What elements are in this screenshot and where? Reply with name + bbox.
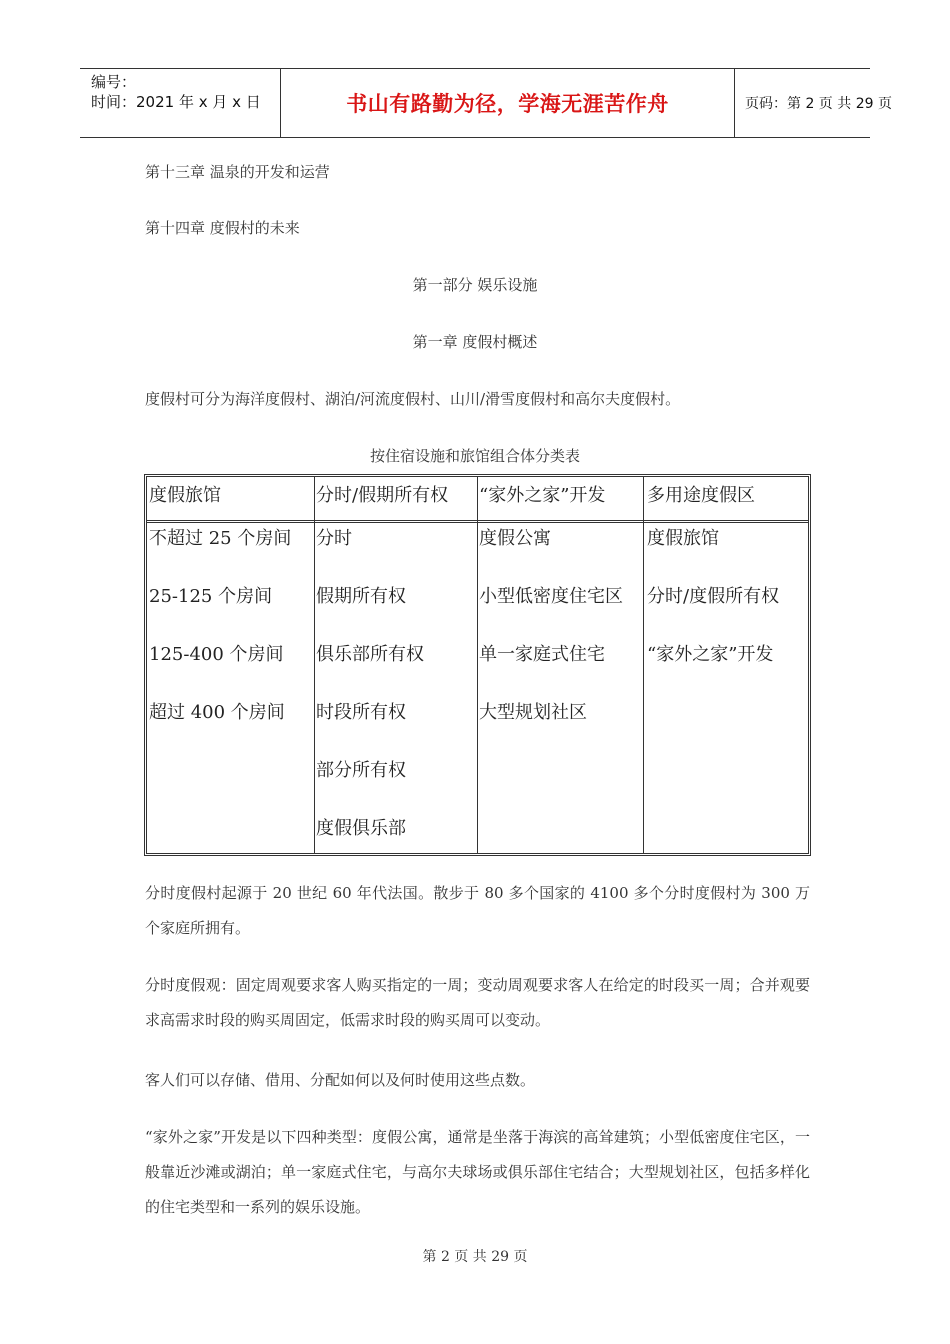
intro-paragraph: 度假村可分为海洋度假村、湖泊/河流度假村、山川/滑雪度假村和高尔夫度假村。 xyxy=(145,390,681,408)
toc-chapter-13: 第十三章 温泉的开发和运营 xyxy=(145,163,330,181)
table-header-divider xyxy=(147,520,808,523)
table-cell: 大型规划社区 xyxy=(479,702,587,723)
table-header-cell: 度假旅馆 xyxy=(149,485,221,506)
paragraph-home-away: “家外之家”开发是以下四种类型：度假公寓，通常是坐落于海滨的高耸建筑；小型低密度住宅区，一般靠近沙滩或湖泊；单一家庭式住宅，与高尔夫球场或俱乐部住宅结合；大型规划社区，包括多样化的住宅类型和一系列的娱乐设施。 xyxy=(145,1128,810,1216)
document-date: 时间：2021 年 x 月 x 日 xyxy=(91,93,261,111)
paragraph-timeshare-views: 分时度假观：固定周观要求客人购买指定的一周；变动周观要求客人在给定的时段买一周；合并观要求高需求时段的购买周固定，低需求时段的购买周可以变动。 xyxy=(145,976,810,1029)
table-cell: 25-125 个房间 xyxy=(149,586,273,607)
paragraph-timeshare-origin: 分时度假村起源于 20 世纪 60 年代法国。散步于 80 多个国家的 4100 多个分时度假村为 300 万个家庭所拥有。 xyxy=(145,884,810,937)
table-header-cell: 分时/假期所有权 xyxy=(316,485,449,506)
table-cell: 度假俱乐部 xyxy=(316,818,406,839)
table-cell: 度假公寓 xyxy=(479,528,551,549)
page-header xyxy=(80,68,892,138)
table-caption: 按住宿设施和旅馆组合体分类表 xyxy=(369,447,580,465)
table-cell: 部分所有权 xyxy=(316,760,406,781)
document-code-label: 编号： xyxy=(91,73,137,91)
table-cell: 分时 xyxy=(316,528,352,549)
table-cell: 单一家庭式住宅 xyxy=(479,644,605,665)
table-cell: 125-400 个房间 xyxy=(149,644,284,665)
table-cell: 分时/度假所有权 xyxy=(647,586,780,607)
toc-chapter-14: 第十四章 度假村的未来 xyxy=(145,219,300,237)
table-header-cell: “家外之家”开发 xyxy=(479,485,606,506)
table-cell: 度假旅馆 xyxy=(647,528,719,549)
table-cell: 不超过 25 个房间 xyxy=(149,528,292,549)
table-divider xyxy=(643,477,644,853)
header-motto-cell xyxy=(280,69,735,137)
paragraph-points: 客人们可以存储、借用、分配如何以及何时使用这些点数。 xyxy=(145,1071,536,1089)
table-cell: 俱乐部所有权 xyxy=(316,644,424,665)
table-header-cell: 多用途度假区 xyxy=(647,485,755,506)
table-divider xyxy=(314,477,315,853)
page-footer: 第 2 页 共 29 页 xyxy=(422,1249,528,1265)
header-motto: 书山有路勤为径，学海无涯苦作舟 xyxy=(346,92,669,116)
header-page-info: 页码：第 2 页 共 29 页 xyxy=(745,96,892,112)
header-meta xyxy=(80,69,280,137)
table-cell: “家外之家”开发 xyxy=(647,644,774,665)
table-cell: 超过 400 个房间 xyxy=(149,702,285,723)
part-title: 第一部分 娱乐设施 xyxy=(412,276,538,294)
table-divider xyxy=(477,477,478,853)
classification-table xyxy=(144,474,811,856)
table-cell: 假期所有权 xyxy=(316,586,406,607)
header-page-cell xyxy=(735,69,892,137)
chapter-title: 第一章 度假村概述 xyxy=(412,333,538,351)
table-cell: 小型低密度住宅区 xyxy=(479,586,623,607)
table-cell: 时段所有权 xyxy=(316,702,406,723)
